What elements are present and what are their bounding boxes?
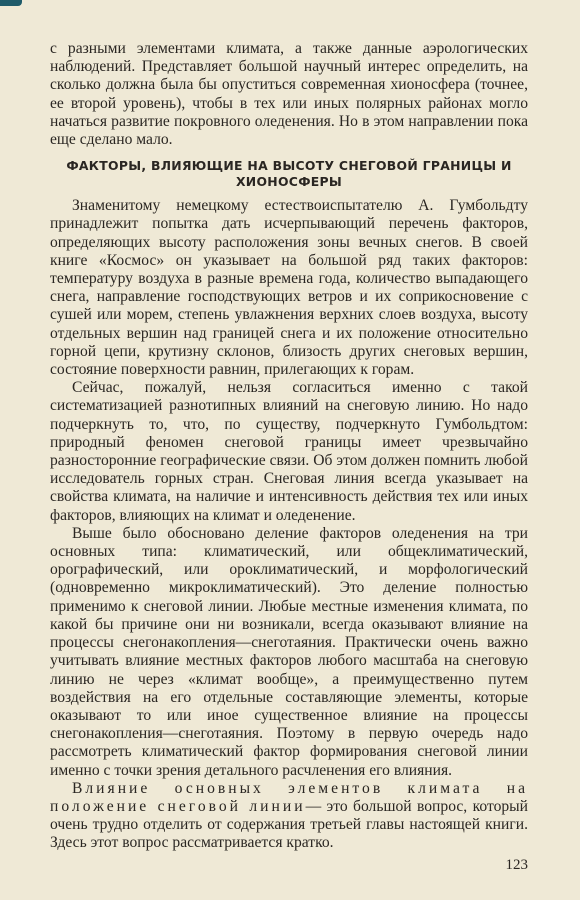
book-page (50, 40, 528, 853)
section-heading: ФАКТОРЫ, ВЛИЯЮЩИЕ НА ВЫСОТУ СНЕГОВОЙ ГРАНИЦЫ И ХИОНОСФЕРЫ (66, 158, 512, 190)
corner-mark (0, 0, 22, 6)
paragraph-now: Сейчас, пожалуй, нельзя согласиться именно с такой систематизацией разнотипных влияний на снеговую линию. Но надо подчеркнуть то, что, по существу, подчеркнуто Гумбольдтом: природный феномен снеговой границы имеет чрезвычайно разносторонние географические связи. Об этом должен помнить любой исследователь горных стран. Снеговая линия всегда указывает на свойства климата, на наличие и интенсивность действия тех или иных факторов, влияющих на климат и оледенение. (50, 379, 528, 524)
paragraph-above: Выше было обосновано деление факторов оледенения на три основных типа: климатический, или общеклиматический, орографический, или ороклиматический, и морфологический (одновременно микроклиматический). Это деление полностью применимо к снеговой линии. Любые местные изменения климата, по какой бы причине они ни возникали, всегда оказывают влияние на процессы снегонакопления—снеготаяния. Практически очень важно учитывать влияние местных факторов любого масштаба на снеговую линию не через «климат вообще», а преимущественно путем воздействия на его отдельные составляющие элементы, которые оказывают то или иное существенное влияние на процессы снегонакопления—снеготаяния. Поэтому в первую очередь надо рассмотреть климатический фактор формирования снеговой линии именно с точки зрения детального расчленения его влияния. (50, 524, 528, 779)
paragraph-last (50, 780, 528, 853)
paragraph-intro: с разными элементами климата, а также данные аэрологических наблюдений. Представляет большой научный интерес определить, на сколько должна была бы опуститься современная хионосфера (точнее, ее второй уровень), чтобы в тех или иных полярных районах могло начаться развитие покровного оледенения. Но в этом направлении пока еще сделано мало. (50, 40, 528, 149)
spaced-emphasis: Влияние основных элементов климата на положение снеговой линии (50, 779, 528, 815)
paragraph-humboldt: Знаменитому немецкому естествоиспытателю А. Гумбольдту принадлежит попытка дать исчерпывающий перечень факторов, определяющих высоту расположения зоны вечных снегов. В своей книге «Космос» он указывает на большой ряд таких факторов: температуру воздуха в разные времена года, количество выпадающего снега, направление господствующих ветров и их соприкосновение с сушей или морем, степень увлажнения верхних слоев воздуха, высоту отдельных вершин над границей снега и их положение относительно горной цепи, крутизну склонов, близость других снеговых вершин, состояние поверхности равнин, прилегающих к горам. (50, 197, 528, 379)
paragraph-last-rest: — это большой вопрос, который очень трудно отделить от содержания третьей главы настоящей книги. Здесь этот вопрос рассматривается кратко. (50, 797, 528, 852)
page-number: 123 (505, 857, 528, 873)
